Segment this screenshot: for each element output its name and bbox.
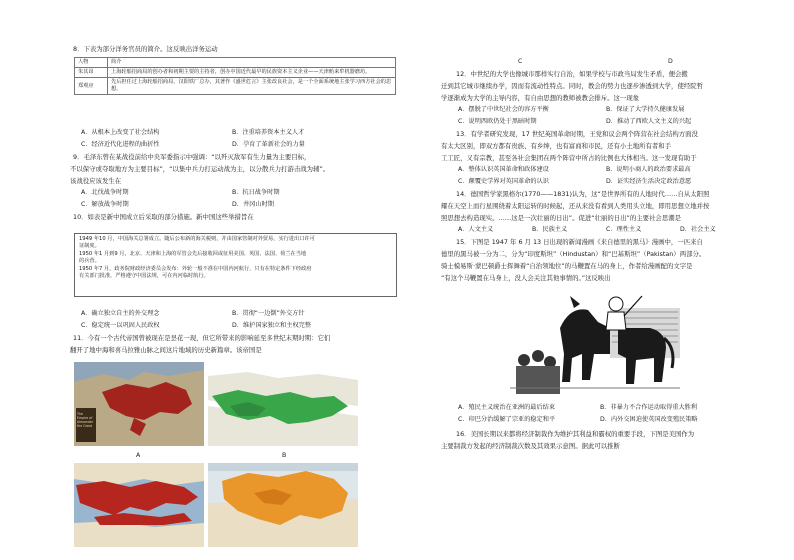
q8-table-row2-person: 郑观应 — [75, 78, 108, 95]
q14-stem-line1: 14．德国哲学家黑格尔(1770——1831)认为，这“是世界所有的人地时代……自从太阳照 — [456, 190, 710, 198]
q15-stem-line3: 骑士模易斯·蒙巴顿爵士挥舞着“自治领地位”的马鞭置在马的身上，作者给漫画配的文字是 — [441, 262, 693, 270]
q14-option-d[interactable]: D．社会主义 — [680, 226, 716, 233]
q15-option-b[interactable]: B．非暴力不合作运动取得重大胜利 — [600, 404, 698, 411]
q12-stem-line1: 12．中世纪的大学也像城市那样实行自治，如果学校与市政当局发生矛盾，便会搬 — [456, 70, 688, 78]
map-a-book-title: The Empire of Alexander the Great — [77, 412, 94, 428]
q8-table-header-desc: 简介 — [108, 58, 396, 68]
q8-stem: 8．下表为部分洋务官员的简介。这反映出洋务运动 — [73, 45, 218, 53]
map-c-image — [74, 463, 204, 547]
q13-option-a[interactable]: A．整体认识英国革命和政体建设 — [458, 166, 549, 173]
q8-option-c[interactable]: C．经济近代化进程的曲折性 — [81, 141, 160, 148]
q8-option-d[interactable]: D．孕育了革新社会的力量 — [232, 141, 305, 148]
q12-option-b[interactable]: B．保证了大学持久健康发展 — [606, 106, 685, 113]
q10-box-line6: 有关部门批准，严格遵守中国法规，可在内河临时航行。 — [79, 273, 209, 280]
q15-cartoon-drawing — [510, 288, 680, 396]
q9-option-a[interactable]: A．北伐战争时期 — [81, 189, 129, 196]
q11-label-c: C — [518, 58, 523, 65]
q15-option-d[interactable]: D．内外交困迫使英国改变殖民策略 — [600, 416, 698, 423]
q13-option-d[interactable]: D．证实经济生活决定政治意愿 — [606, 178, 692, 185]
q15-stem-line4: “有这个马鞭置在马身上，没人会关注其他事情的。”这反映出 — [441, 274, 611, 282]
map-b-drawing — [208, 366, 358, 446]
q13-stem-line2: 有太大区别，即双方都有贵族、有乡绅，也有富商和市民，还有小土地所有者和手 — [441, 142, 672, 150]
q10-option-d[interactable]: D．维护国家独立和主权完整 — [232, 322, 312, 329]
map-a-image — [74, 362, 204, 446]
q12-option-c[interactable]: C．说明西欧仍处于黑暗时期 — [458, 118, 537, 125]
q13-option-b[interactable]: B．说明小商人的政治要求最高 — [606, 166, 691, 173]
q13-stem-line3: 工工匠，又有宗教，甚至各社会集团在两个阵营中所占的比例也大体相当。这一发现有助于 — [441, 154, 697, 162]
map-b-image — [208, 366, 358, 446]
q13-stem-line1: 13．有学者研究发现，17 世纪英国革命时期，王党和议会两个阵营在社会结构方面没 — [456, 130, 698, 138]
q8-option-a[interactable]: A．从根本上改变了社会结构 — [81, 129, 160, 136]
q9-option-b[interactable]: B．抗日战争时期 — [232, 189, 280, 196]
q10-box-line2: 证制度。 — [79, 243, 100, 250]
q12-stem-line2: 迁到其它城市继续办学，因而有流动性特点。同时，教会的势力也逐步渗透到大学，使经院哲 — [441, 82, 704, 90]
map-d-image — [208, 463, 358, 547]
q8-table-header-person: 人物 — [75, 58, 108, 68]
q14-stem-line3: 照思想去构造现实。……这是一次壮丽的日出”。促进“壮丽的日出”的主要社会思潮是 — [441, 214, 681, 222]
map-d-drawing — [208, 463, 358, 547]
q14-option-c[interactable]: C．理性主义 — [606, 226, 642, 233]
q14-stem-line2: 耀在天空上而行星围绕着太阳运转的时候起，还从来没有看到人类用头立地，即用思想立地并按 — [441, 202, 710, 210]
q12-option-d[interactable]: D．推动了西欧人文主义的兴起 — [606, 118, 692, 125]
q15-option-a[interactable]: A．殖民主义统治在亚洲的最后结束 — [458, 404, 556, 411]
q8-table-row2-desc: 先后担任过上海轮船招商局、汉阳铁厂总办，其著作《盛世危言》主张改良社会，是一个全面系统地主张学习西方社会的思想。 — [108, 78, 396, 95]
q14-option-a[interactable]: A．人文主义 — [458, 226, 494, 233]
q12-option-a[interactable]: A．摆脱了中世纪社会的容方平衡 — [458, 106, 549, 113]
q15-stem-line2: 德里的黑马被一分为二，分为“印度斯坦”（Hindustan）和“巴基斯坦”（Pakistan）两部分。 — [441, 250, 706, 258]
q10-box-line3: 1950 年1 月到9 月，北京、天津和上海的军管会先后接收回或征用美国、英国、法国、荷兰在当地 — [79, 250, 307, 257]
q10-measures-box — [74, 233, 397, 297]
q10-box-line1: 1949 年10 月，中国海关总署成立。随后公布新的海关税则，并由国家管制对外贸易，实行进出口许可 — [79, 236, 315, 242]
q16-stem-line1: 16．美国长期以来都将经济制裁作为维护其利益和霸权的重要手段，下图是美国作为 — [456, 430, 695, 438]
q14-option-b[interactable]: B．民族主义 — [532, 226, 568, 233]
q11-label-d: D — [668, 58, 673, 65]
map-b-label: B — [282, 452, 287, 459]
q15-cartoon-image — [510, 288, 680, 396]
map-a-drawing — [74, 362, 204, 446]
q12-stem-line3: 学逐渐成为大学的主导内容，有自由思想的教师被教会排斥。这一现象 — [441, 94, 640, 102]
q10-option-b[interactable]: B．贯彻“一边倒”外交方针 — [232, 310, 305, 317]
q15-stem-line1: 15．下图是 1947 年 6 月 13 日出现的新闻漫画《来自德里的黑马》漫画中，一匹来自 — [456, 238, 703, 246]
q10-box-line4: 的兵营。 — [79, 258, 100, 265]
q9-option-c[interactable]: C．解放战争时期 — [81, 201, 129, 208]
q10-option-c[interactable]: C．稳定统一以巩固人民政权 — [81, 322, 160, 329]
q9-option-d[interactable]: D．井冈山时期 — [232, 201, 274, 208]
q8-table-row1-desc: 上海轮船招商局的创办者和初期主要的主持者，创办中国近代最早的民族资本主义企业——天津贻来牟机器磨坊。 — [108, 68, 396, 78]
q11-stem-line2: 翻开了地中海和喜马拉雅山脉之间这片地域的历史新篇章。该帝国是 — [70, 346, 262, 354]
q10-box-line5: 1950 年7 月，政务院财政经济委员会发布：外轮一般不准在中国内河航行，只有在特定条件下经政府 — [79, 265, 312, 272]
q16-stem-line2: 主要制裁方发起的经济制裁次数及其效果示意图。据此可以推断 — [441, 442, 620, 450]
q8-table — [74, 57, 396, 95]
q11-stem-line1: 11．今有一个古代帝国曾被现在是昙花一现，但它所带来的影响延至多世纪末期时期：它们 — [73, 334, 331, 342]
q10-option-a[interactable]: A．确立独立自主的外交理念 — [81, 310, 160, 317]
q9-stem-line2: 不以保守或夺取地方为主要目标”，“以集中兵力打运动战为主，以分散兵力打游击战为辅”。 — [70, 165, 330, 173]
q10-stem: 10．如表是新中国成立后采取的部分措施。新中国这些举措旨在 — [73, 213, 254, 221]
map-c-drawing — [74, 463, 204, 547]
q9-stem-line3: 该战役应该发生在 — [70, 177, 122, 185]
q9-stem-line1: 9．毛泽东曾在某战役前给中央军委指示中强调：“以歼灭敌军有生力量为主要目标， — [73, 153, 311, 161]
map-a-label: A — [136, 452, 141, 459]
q15-option-c[interactable]: C．印巴分治缓解了宗亚的稳定和平 — [458, 416, 556, 423]
q8-option-b[interactable]: B．注重培养资本主义人才 — [232, 129, 305, 136]
q13-option-c[interactable]: C．颠覆史学界对英国革命的认识 — [458, 178, 549, 185]
q8-table-row1-person: 朱其昂 — [75, 68, 108, 78]
